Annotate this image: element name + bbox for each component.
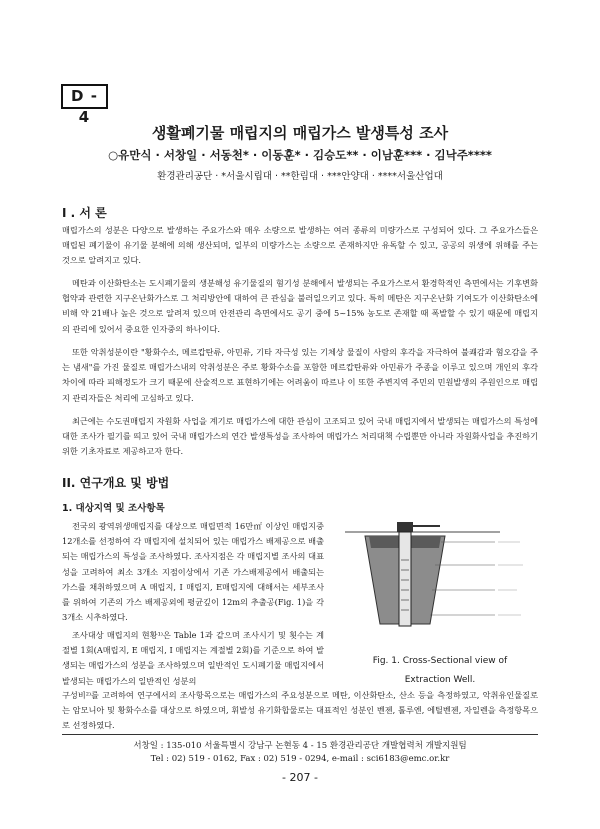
figure-caption-line-2: Extraction Well. xyxy=(404,675,476,685)
method-paragraph-2: 조사대상 매립지의 현황¹⁾은 Table 1과 같으며 조사시기 및 횟수는 계절별 1회(A매립지, E 매립지, I 매립지는 계절별 2회)를 기준으로 하여 발생되는 매립가스의 성분을 조사하였으며 일반적인 도시폐기물 매립지에서 발생되는 매립가스의 일반적인 성분의 xyxy=(62,630,324,686)
extraction-well-figure xyxy=(335,520,535,632)
footer-contact: Tel : 02) 519 - 0162, Fax : 02) 519 - 0294, e-mail : sci6183@emc.or.kr xyxy=(150,754,450,764)
intro-paragraph-1: 매립가스의 성분은 다양으로 발생하는 주요가스와 매우 소량으로 발생하는 여러 종류의 미량가스로 구성되어 있다. 그 주요가스들은 매립된 폐기물이 유기물 분해에 의해 생산되며, 일부의 미량가스는 소량으로 존재하지만 유독할 수 있고, 공공의 위생에 위해를 주는 것으로 알려지고 있다. xyxy=(62,225,538,266)
well-head xyxy=(397,522,413,532)
method-heading: II. 연구개요 및 방법 xyxy=(62,476,170,490)
author-list: ○유만식 · 서창일 · 서동천* · 이동훈* · 김승도** · 이남훈*** · 김낙주**** xyxy=(108,148,492,162)
method-subheading: 1. 대상지역 및 조사항목 xyxy=(62,503,165,514)
paper-title: 생활폐기물 매립지의 매립가스 발생특성 조사 xyxy=(151,124,449,142)
method-paragraph-1: 전국의 광역위생매립지를 대상으로 매립면적 16만㎡ 이상인 매립지중 12개소를 선정하여 각 매립지에 설치되어 있는 매립가스 배제공으로 배출되는 매립가스의 특성을 조사하였다. 조사지점은 각 매립지별 조사의 대표성을 고려하여 최소 3개소 지점이상에서 기존 가스배제공에서 배출되는 가스를 채취하였으며 A 매립지, I 매립지, E매립지에 대해서는 세부조사를 위하여 기존의 가스 배제공외에 평균깊이 12m의 추출공(Fig. 1)을 각 3개소 시추하였다. xyxy=(62,521,324,623)
intro-heading: I . 서 론 xyxy=(62,206,107,220)
well-casing-pipe xyxy=(399,532,411,626)
affiliation-list: 환경관리공단 · *서울시립대 · **한림대 · ***안양대 · ****서울산업대 xyxy=(157,171,443,182)
figure-caption xyxy=(340,652,540,690)
intro-paragraph-3: 또한 악취성분이란 "황화수소, 메르캅탄류, 아민류, 기타 자극성 있는 기체상 물질이 사람의 후각을 자극하여 불쾌감과 혐오감을 주는 냄새"를 가진 물질로 매립가스내의 악취성분은 주로 황화수소를 포함한 메르캅탄류와 아민류가 주종을 이루고 있으며 개인의 후각 차이에 따라 피해정도가 크기 때문에 산술적으로 표현하기에는 어려움이 따르나 이 또한 주변지역 주민의 민원발생의 주원인으로 매립지 관리자들은 처리에 고심하고 있다. xyxy=(62,347,538,403)
session-label: D - 4 xyxy=(61,84,108,109)
footer-address: 서창일 : 135-010 서울특별시 강남구 논현동 4 - 15 환경관리공단 개발협력처 개발지원팀 xyxy=(133,741,467,751)
footer-divider xyxy=(62,734,538,735)
method-paragraph-2-continued: 구성비²⁾를 고려하여 연구에서의 조사항목으로는 매립가스의 주요성분으로 메탄, 이산화탄소, 산소 등을 측정하였고, 악취유인물질로는 암모니아 및 황화수소를 대상으로 하였으며, 휘발성 유기화합물로는 대표적인 성분인 벤젠, 톨루엔, 에틸벤젠, 자일렌을 측정항목으로 선정하였다. xyxy=(62,690,538,731)
intro-paragraph-2: 메탄과 이산화탄소는 도시폐기물의 생분해성 유기물질의 혐기성 분해에서 발생되는 주요가스로서 환경학적인 측면에서는 기후변화협약과 관련한 지구온난화가스로 그 처리방안에 대하여 큰 관심을 불러일으키고 있다. 특히 메탄은 지구온난화 기여도가 이산화탄소에 비해 약 21배나 높은 것으로 알려져 있으며 안전관리 측면에서도 공기 중에 5~15% 농도로 존재할 때 폭발할 수 있기 때문에 매립지의 관리에 있어서 중요한 인자중의 하나이다. xyxy=(62,278,538,334)
intro-paragraph-4: 최근에는 수도권매립지 자원화 사업을 계기로 매립가스에 대한 관심이 고조되고 있어 국내 매립지에서 발생되는 매립가스의 특성에 대한 조사가 필기를 띄고 있어 국내 매립가스의 연간 발생특성을 조사하여 매립가스 처리대책 수립뿐만 아니라 자원화사업을 추진하기 위한 기초자료로 제공하고자 한다. xyxy=(62,416,538,457)
figure-caption-line-1: Fig. 1. Cross-Sectional view of xyxy=(372,656,508,666)
page-number: - 207 - xyxy=(282,771,318,784)
